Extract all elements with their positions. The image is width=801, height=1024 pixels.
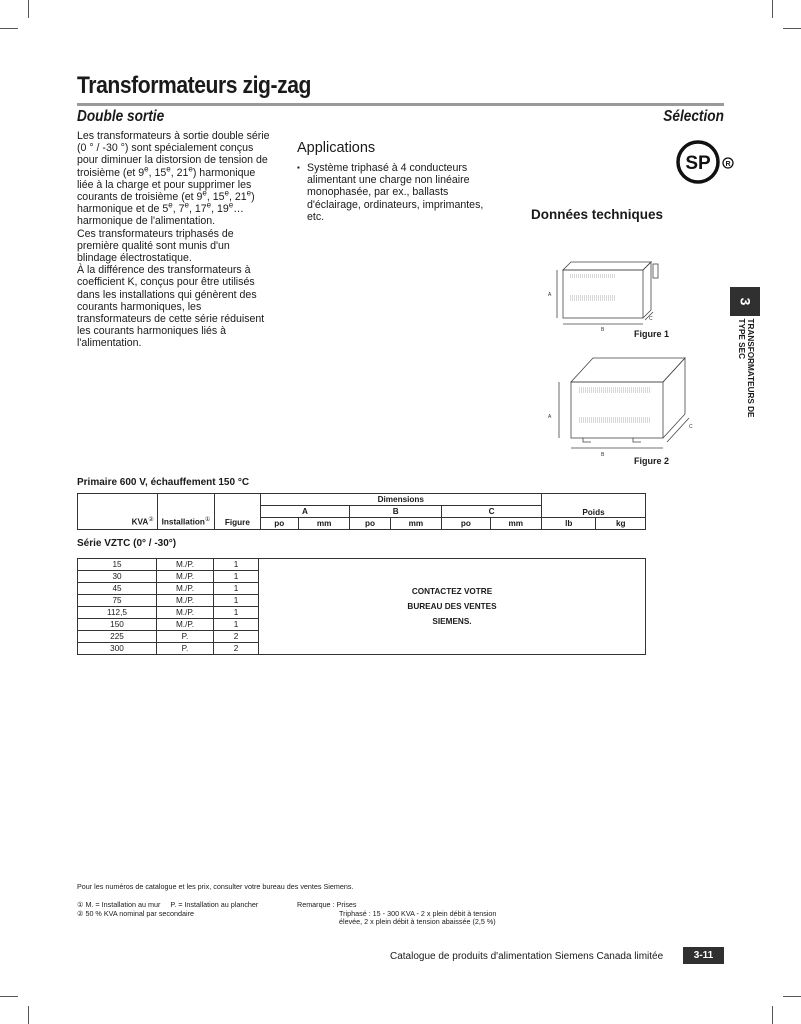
unit-po: po (350, 518, 390, 530)
kva-header: KVA② (78, 494, 158, 530)
title-rule (77, 103, 724, 106)
cell-figure: 2 (214, 643, 259, 655)
spec-table-header (77, 493, 646, 530)
contact-line: BUREAU DES VENTES (407, 602, 497, 611)
unit-mm: mm (490, 518, 541, 530)
crop-mark (0, 28, 18, 29)
table-row (78, 559, 646, 571)
page-subtitle: Double sortie (77, 108, 165, 125)
table-caption: Primaire 600 V, échauffement 150 °C (77, 477, 250, 488)
contact-line: CONTACTEZ VOTRE (411, 587, 493, 596)
dimension-label-c: C (649, 316, 653, 322)
figure-1-drawing (545, 258, 675, 338)
dim-a-header: A (260, 506, 350, 518)
dimension-label-c: C (689, 424, 693, 430)
intro-paragraph-3: À la différence des transformateurs à coefficient K, conçus pour être utilisés dans les installations qui génèrent des courants harmoniques, les transformateurs de cette série réduisent les courants harmoniques liés à l'alimentation. (77, 264, 265, 350)
crop-mark (0, 996, 18, 997)
crop-mark (783, 28, 801, 29)
cell-figure: 1 (214, 619, 259, 631)
dimension-label-b: B (601, 452, 605, 458)
spec-table-body (77, 558, 646, 655)
catalog-note: Pour les numéros de catalogue et les prix, consulter votre bureau des ventes Siemens. (77, 882, 354, 891)
applications-heading: Applications (297, 140, 376, 156)
dim-b-header: B (350, 506, 442, 518)
csa-certification-logo (676, 138, 740, 186)
dimension-label-a: A (548, 292, 552, 298)
cell-kva: 75 (78, 595, 157, 607)
crop-mark (28, 1006, 29, 1024)
installation-header: Installation① (157, 494, 215, 530)
cell-figure: 1 (214, 571, 259, 583)
page-title: Transformateurs zig-zag (77, 72, 311, 99)
figure-header: Figure (215, 494, 260, 530)
crop-mark (772, 0, 773, 18)
page-number: 3-11 (683, 947, 724, 964)
cell-kva: 15 (78, 559, 157, 571)
figure-1-caption: Figure 1 (634, 329, 670, 339)
figure-2-drawing (543, 352, 703, 462)
intro-paragraph-2: Ces transformateurs triphasés de première qualité sont munis d'un blindage électrostatique. (77, 227, 234, 265)
cell-kva: 45 (78, 583, 157, 595)
unit-po: po (442, 518, 490, 530)
series-title: Série VZTC (0° / -30°) (77, 538, 177, 549)
cell-kva: 225 (78, 631, 157, 643)
remark (297, 901, 509, 927)
cell-figure: 1 (214, 559, 259, 571)
crop-mark (783, 996, 801, 997)
cell-installation: M./P. (157, 571, 214, 583)
cell-installation: M./P. (157, 595, 214, 607)
cell-installation: P. (157, 643, 214, 655)
cell-installation: M./P. (157, 619, 214, 631)
svg-text:SP: SP (685, 153, 711, 174)
figure-2-caption: Figure 2 (634, 456, 670, 466)
intro-paragraph-1: Les transformateurs à sortie double série (0 ° / -30 °) sont spécialement conçus pour diminuer la distorsion de tension de troisième (et 9e, 15e, 21e) harmonique liée à la charge et pour supprimer les courants de troisième (et 9e, 15e, 21e) harmonique et de 5e, 7e, 17e, 19e… harmonique de l'alimentation. (77, 130, 270, 228)
applications-list (297, 162, 487, 223)
unit-lb: lb (541, 518, 595, 530)
dimension-label-a: A (548, 414, 552, 420)
footnote-1: ① M. = Installation au mur P. = Installation au plancher (77, 900, 259, 909)
footnotes (77, 901, 258, 918)
section-label: Sélection (663, 108, 724, 125)
intro-text (77, 130, 272, 350)
cell-kva: 150 (78, 619, 157, 631)
cell-installation: M./P. (157, 607, 214, 619)
catalog-title: Catalogue de produits d'alimentation Siemens Canada limitée (390, 951, 664, 962)
dimensions-header: Dimensions (260, 494, 541, 506)
footnote-2: ② 50 % KVA nominal par secondaire (77, 908, 194, 918)
remark-text: Triphasé : 15 - 300 KVA - 2 x plein débit à tension élevée, 2 x plein débit à tension abaissée (2,5 %) (339, 908, 497, 927)
crop-mark (772, 1006, 773, 1024)
contact-sales-cell (259, 559, 646, 655)
dimension-label-b: B (601, 327, 605, 333)
crop-mark (28, 0, 29, 18)
unit-mm: mm (390, 518, 441, 530)
cell-kva: 30 (78, 571, 157, 583)
contact-line: SIEMENS. (432, 617, 472, 626)
remark-label: Remarque : Prises (297, 900, 357, 909)
dim-c-header: C (442, 506, 542, 518)
cell-figure: 1 (214, 607, 259, 619)
cell-figure: 1 (214, 595, 259, 607)
unit-po: po (260, 518, 298, 530)
cell-installation: M./P. (157, 583, 214, 595)
unit-kg: kg (596, 518, 646, 530)
applications-item: ▪ Système triphasé à 4 conducteurs alimentant une charge non linéaire monophasée, par ex., ballasts d'éclairage, ordinateurs, imprimantes, etc. (297, 162, 487, 223)
cell-kva: 300 (78, 643, 157, 655)
cell-kva: 112,5 (78, 607, 157, 619)
chapter-tab: 3 (730, 287, 760, 316)
cell-figure: 2 (214, 631, 259, 643)
cell-installation: P. (157, 631, 214, 643)
weight-header: Poids (541, 494, 645, 518)
cell-figure: 1 (214, 583, 259, 595)
chapter-label: TRANSFORMATEURS DE TYPE SEC (736, 318, 755, 418)
tech-data-heading: Données techniques (531, 207, 664, 222)
cell-installation: M./P. (157, 559, 214, 571)
unit-mm: mm (298, 518, 349, 530)
svg-text:R: R (725, 161, 731, 168)
